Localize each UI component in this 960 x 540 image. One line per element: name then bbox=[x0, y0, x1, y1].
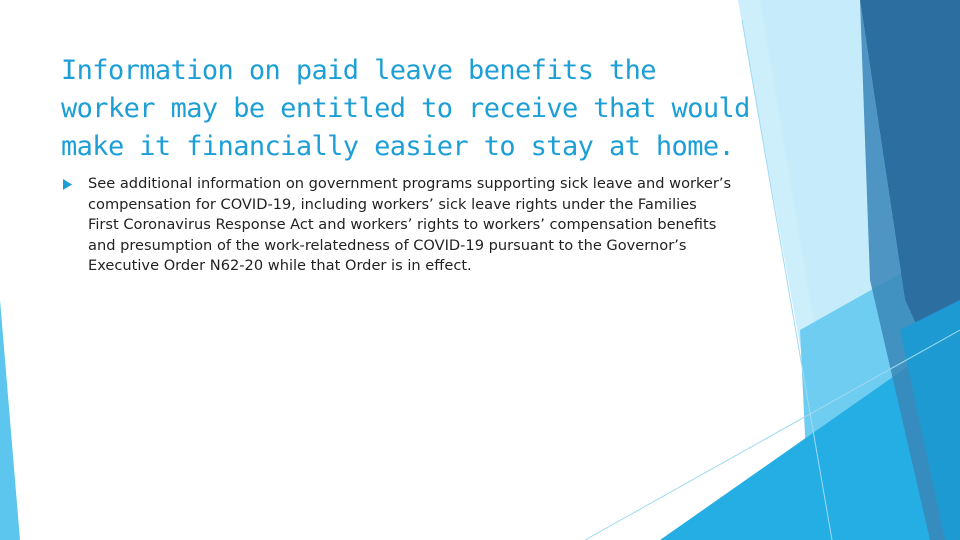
right-triangle-bullet-icon bbox=[62, 179, 73, 190]
bullet-list bbox=[62, 174, 732, 277]
left-edge-accent bbox=[0, 300, 20, 540]
bullet-text: See additional information on government programs supporting sick leave and worker’s compensation for COVID-19, including workers’ sick leave rights under the Families First Coronavirus Response Act and workers’ rights to workers’ compensation benefits and presumption of the work-relatedness of COVID-19 pursuant to the Governor’s Executive Order N62-20 while that Order is in effect. bbox=[88, 175, 732, 274]
bullet-item bbox=[62, 174, 732, 277]
slide-title: Information on paid leave benefits the worker may be entitled to receive that would make it financially easier to stay at home. bbox=[61, 55, 750, 162]
